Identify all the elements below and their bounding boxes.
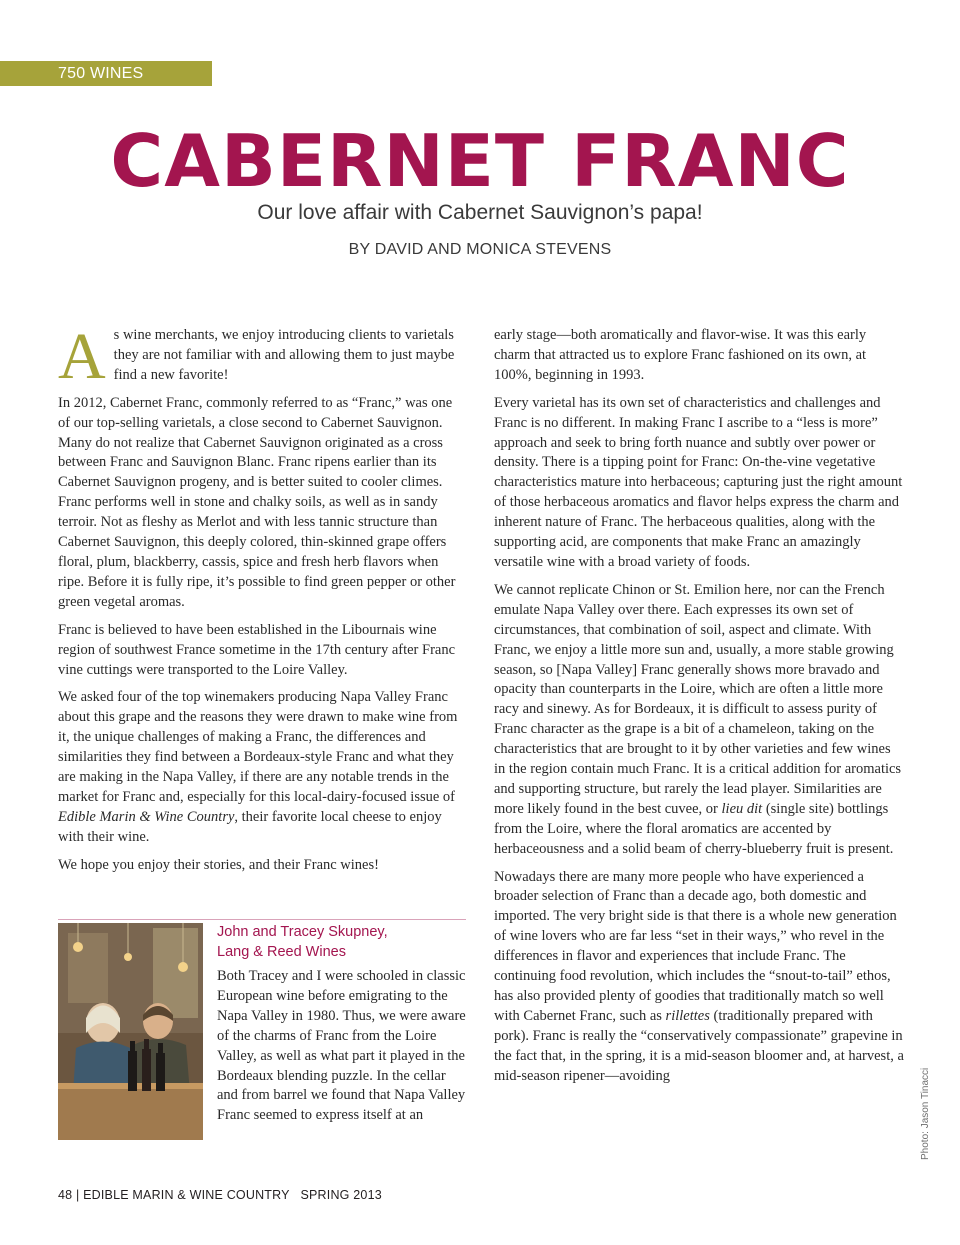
winemakers-photo <box>58 923 203 1140</box>
article-subtitle: Our love affair with Cabernet Sauvignon’s papa! <box>257 201 703 224</box>
intro-paragraph: As wine merchants, we enjoy introducing clients to varietals they are not familiar with and allowing them to just maybe find a new favorite! <box>58 320 455 393</box>
paragraph: early stage—both aromatically and flavor-wise. It was this early charm that attracted us to explore Franc fashioned on its own, at 100%, beginning in 1993. <box>494 327 867 383</box>
byline: BY DAVID AND MONICA STEVENS <box>348 241 612 258</box>
paragraph: Nowadays there are many more people who have experienced a broader selection of Franc than a decade ago, both domestic and imported. The very bright side is that there is a whole new generation of wine lovers who are far less “set in their ways,” who revel in the differences in flavor and experiences that include Franc. The continuing food revolution, which includes the “snout-to-tail” ethos, has also provided plenty of goodies that traditionally match so well with Cabernet Franc, such as rillettes (traditionally prepared with pork). Franc is really the “conservatively compassionate” grapevine in the fact that, in the spring, it is a mid-season bloomer and, at harvest, a mid-season ripener—avoiding <box>494 868 904 1084</box>
winery-name: Lang & Reed Wines <box>217 944 346 960</box>
photo-credit: Photo: Jason Tinacci <box>920 1067 931 1160</box>
sidebar-paragraph: Both Tracey and I were schooled in classic European wine before emigrating to the Napa Valley in 1980. Thus, we were aware of the charms of Franc from the Loire Valley, as well as what part it played in the Bordeaux blending puzzle. In the cellar and from barrel we found that Napa Valley Franc seemed to express itself at an <box>217 968 466 1124</box>
right-column <box>494 326 904 1095</box>
contributor-names <box>217 922 467 962</box>
paragraph: In 2012, Cabernet Franc, commonly referred to as “Franc,” was one of our top-selling varietals, a close second to Cabernet Sauvignon. Many do not realize that Cabernet Sauvignon originated as a cross between Franc and Sauvignon Blanc. Franc ripens earlier than its Cabernet Sauvignon progeny, and is better suited to cooler climes. Franc performs well in stone and chalky soils, as well as in sandy terroir. Not as fleshy as Merlot and with less tannic structure than Cabernet Sauvignon, this deeply colored, thin-skinned grape offers floral, plum, blackberry, cassis, spice and fresh herb flavors when ripe. Before it is fully ripe, it’s possible to find green pepper or other green vegetal aromas. <box>58 394 456 610</box>
paragraph: We asked four of the top winemakers producing Napa Valley Franc about this grape and the reasons they were drawn to make wine from it, the unique challenges of making a Franc, the differences and similarities they find between a Bordeaux-style Franc and what they are making in the Napa Valley, if there are any notable trends in the market for Franc and, especially for this local-dairy-focused issue of Edible Marin & Wine Country, their favorite local cheese to enjoy with their wine. <box>58 689 458 845</box>
paragraph: We cannot replicate Chinon or St. Emilion here, nor can the French emulate Napa Valley over there. Each expresses its own set of circumstances, that combination of soil, aspect and climate. With Franc, we enjoy a little more sun and, usually, a more stable growing season, so [Napa Valley] Franc generally shows more bravado and opacity than counterparts in the Loire, which are often a little more racy and sinewy. As for Bordeaux, it is difficult to assess purity of Franc character as the grape is a bit of a chameleon, taking on the characteristics that are brought to it by other varieties and few wines in the region contain much Franc. It is a critical addition for aromatics and supporting structure, but rarely the lead player. Similarities are more likely found in the best cuvee, or lieu dit (single site) bottlings from the Loire, where the floral aromatics are accented by herbaceousness and a solid beam of cherry-blueberry fruit is present. <box>494 581 902 857</box>
contributor-line: John and Tracey Skupney, <box>217 924 388 940</box>
article-title: CABERNET FRANC <box>110 119 850 203</box>
page-footer: 48 | EDIBLE MARIN & WINE COUNTRY SPRING 2013 <box>58 1188 382 1202</box>
sidebar-divider <box>58 919 466 920</box>
drop-cap: A <box>58 320 106 393</box>
section-tab: 750 WINES <box>0 61 212 86</box>
paragraph: Every varietal has its own set of characteristics and challenges and Franc is no different. In making Franc I ascribe to a “less is more” approach and seek to bring forth nuance and subtly over power or density. There is a tipping point for Franc: On-the-vine vegetative characteristics mature into herbaceous; capturing just the right amount of those herbaceous aromatics and flavor helps express the charm and inherent nature of Franc. The herbaceous qualities, along with the supporting acid, are components that make Franc an amazingly versatile wine with a broad variety of foods. <box>494 394 903 570</box>
paragraph: Franc is believed to have been established in the Libournais wine region of southwest France sometime in the 17th century after Franc vine cuttings were transported to the Loire Valley. <box>58 621 456 678</box>
left-column <box>58 320 466 884</box>
paragraph: We hope you enjoy their stories, and their Franc wines! <box>58 856 379 873</box>
